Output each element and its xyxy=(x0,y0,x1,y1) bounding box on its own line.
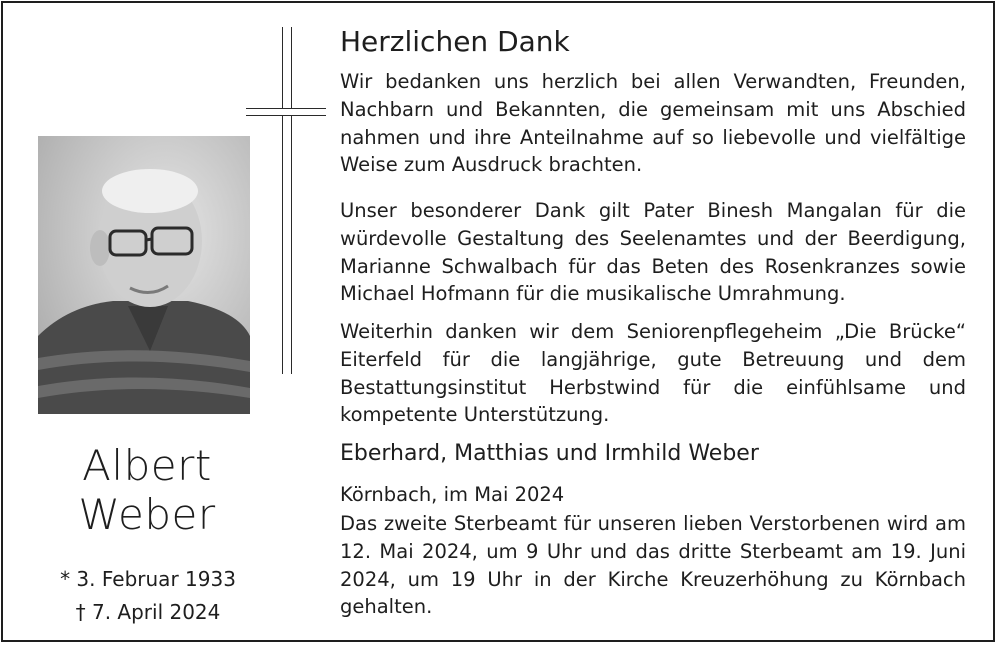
cross-bar xyxy=(246,108,326,116)
paragraph-thanks: Wir bedanken uns herzlich bei allen Verwandten, Freunden, Nachbarn und Bekannten, die gemeinsam mit uns Abschied nahmen und ihre Anteilnahme auf so liebevolle und vielfältige Weise zum Ausdruck brachten. xyxy=(340,70,966,177)
family-signature: Eberhard, Matthias und Irmhild Weber xyxy=(340,441,759,466)
death-date: † 7. April 2024 xyxy=(75,600,221,624)
cross-symbol xyxy=(282,27,292,374)
portrait-photo xyxy=(38,136,250,414)
notice-title: Herzlichen Dank xyxy=(340,25,570,58)
paragraph-further-thanks: Weiterhin danken wir dem Seniorenpflegeheim „Die Brücke“ Eiterfeld für die langjährige, gute Betreuung und dem Bestattungsinstitut Herbstwind für die einfühlsame und kompetente Unterstützung. xyxy=(340,320,966,427)
deceased-first-name: Albert xyxy=(82,441,212,490)
deceased-last-name: Weber xyxy=(78,490,216,539)
paragraph-memorial-mass: Das zweite Sterbeamt für unseren lieben Verstorbenen wird am 12. Mai 2024, um 9 Uhr und das dritte Sterbeamt am 19. Juni 2024, um 19 Uhr in der Kirche Kreuzerhöhung zu Körnbach gehalten. xyxy=(340,512,966,619)
paragraph-special-thanks: Unser besonderer Dank gilt Pater Binesh Mangalan für die würdevolle Gestaltung des Seelenamtes und der Beerdigung, Marianne Schwalbach für das Beten des Rosenkranzes sowie Michael Hofmann für die musikalische Umrahmung. xyxy=(340,199,966,306)
birth-date: * 3. Februar 1933 xyxy=(60,567,236,591)
place-date: Körnbach, im Mai 2024 xyxy=(340,483,565,506)
